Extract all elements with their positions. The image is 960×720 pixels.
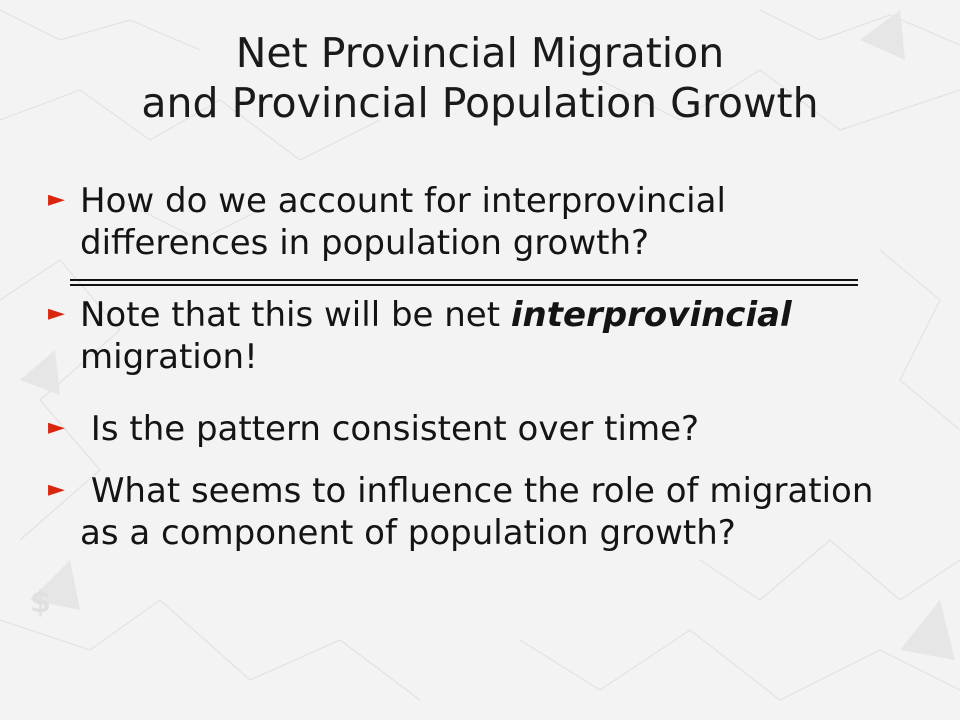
title-line-2: and Provincial Population Growth [141, 79, 819, 127]
emphasis-interprovincial: interprovincial [510, 295, 792, 335]
bullet-text-2 [80, 294, 898, 378]
svg-text:$: $ [30, 585, 51, 620]
triangle-bullet-icon: ► [48, 301, 65, 326]
triangle-bullet-icon: ► [48, 415, 65, 440]
bullet-text-2-before: Note that this will be net [80, 295, 511, 335]
bullet-text-3: Is the pattern consistent over time? [80, 409, 700, 449]
bullet-text-1: How do we account for interprovincial differences in population growth? [80, 181, 726, 263]
bullet-item-1 [48, 180, 898, 264]
bullet-text-4: What seems to influence the role of migration as a component of population growth? [80, 471, 885, 553]
bullet-item-3 [48, 408, 898, 450]
triangle-bullet-icon: ► [48, 187, 65, 212]
bullet-text-2-after: migration! [80, 337, 258, 377]
double-rule-divider [70, 279, 858, 286]
title-line-1: Net Provincial Migration [235, 29, 725, 77]
bullet-item-4 [48, 470, 898, 554]
triangle-bullet-icon: ► [48, 477, 65, 502]
bullet-item-2 [48, 294, 898, 378]
slide-title [0, 28, 960, 128]
